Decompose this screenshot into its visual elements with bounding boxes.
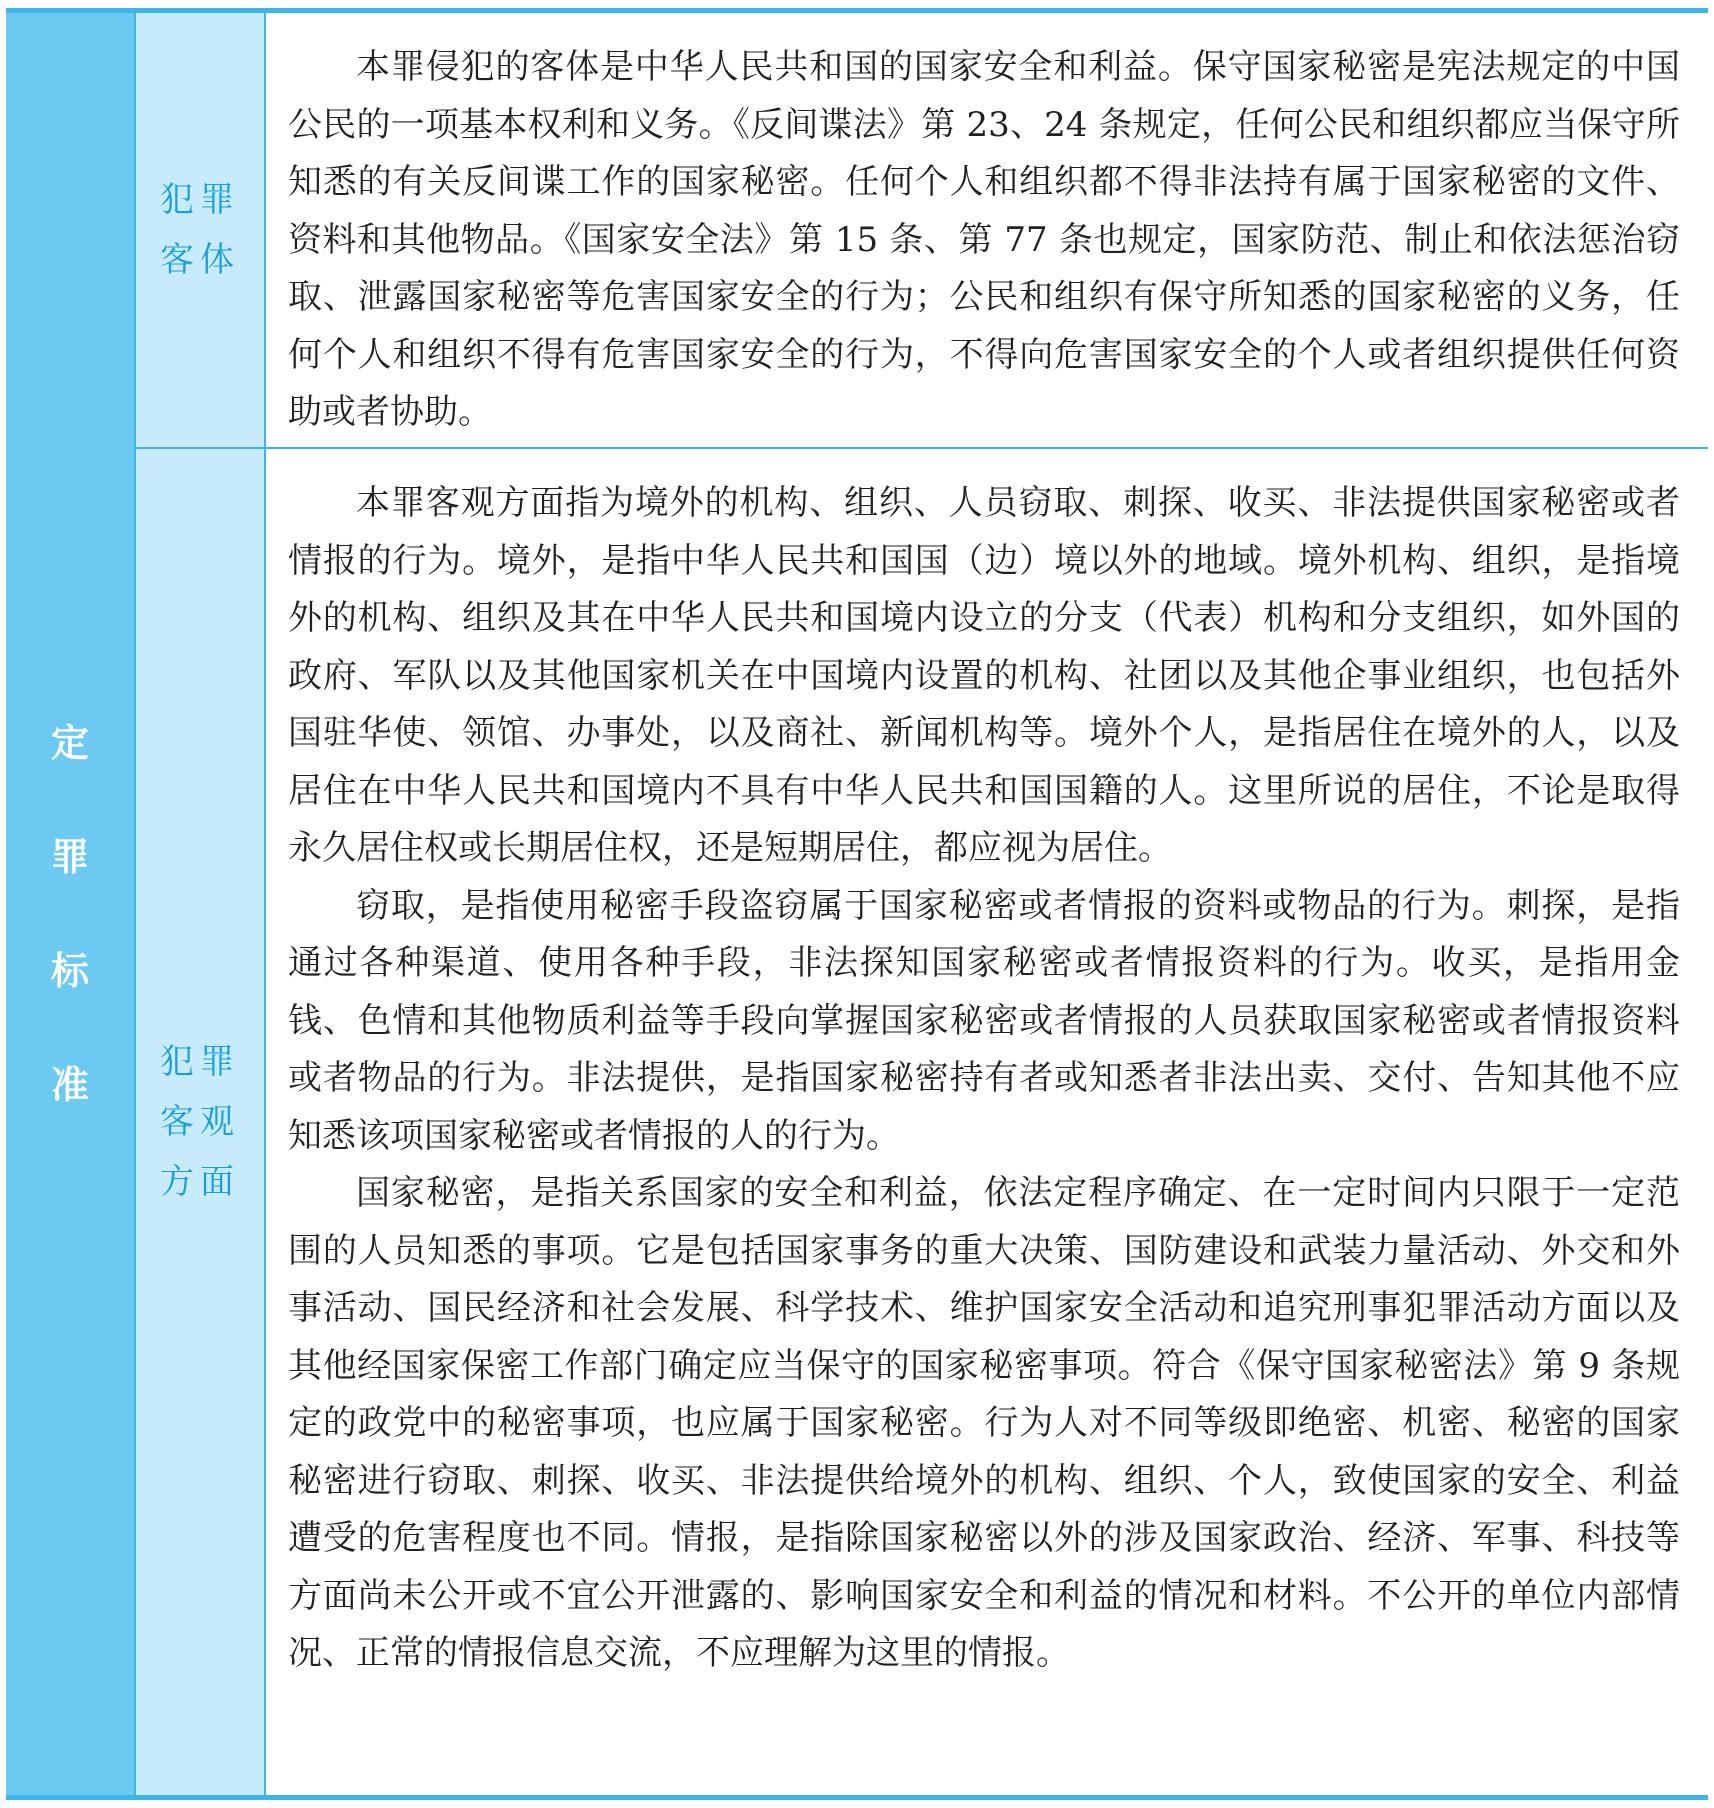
section-content xyxy=(266,449,1708,1795)
paragraph: 国家秘密，是指关系国家的安全和利益，依法定程序确定、在一定时间内只限于一定范围的人员知悉的事项。它是包括国家事务的重大决策、国防建设和武装力量活动、外交和外事活动、国民经济和社会发展、科学技术、维护国家安全活动和追究刑事犯罪活动方面以及其他经国家保密工作部门确定应当保守的国家秘密事项。符合《保守国家秘密法》第 9 条规定的政党中的秘密事项，也应属于国家秘密。行为人对不同等级即绝密、机密、秘密的国家秘密进行窃取、刺探、收买、非法提供给境外的机构、组织、个人，致使国家的安全、利益遭受的危害程度也不同。情报，是指除国家秘密以外的涉及国家政治、经济、军事、科技等方面尚未公开或不宜公开泄露的、影响国家安全和利益的情况和材料。不公开的单位内部情况、正常的情报信息交流，不应理解为这里的情报。 xyxy=(288,1173,1680,1673)
paragraph: 本罪客观方面指为境外的机构、组织、人员窃取、刺探、收买、非法提供国家秘密或者情报的行为。境外，是指中华人民共和国国（边）境以外的地域。境外机构、组织，是指境外的机构、组织及其在中华人民共和国境内设立的分支（代表）机构和分支组织，如外国的政府、军队以及其他国家机关在中国境内设置的机构、社团以及其他企事业组织，也包括外国驻华使、领馆、办事处，以及商社、新闻机构等。境外个人，是指居住在境外的人，以及居住在中华人民共和国境内不具有中华人民共和国国籍的人。这里所说的居住，不论是取得永久居住权或长期居住权，还是短期居住，都应视为居住。 xyxy=(288,483,1680,868)
section-row-crime-object xyxy=(136,13,1708,449)
main-label-char: 罪 xyxy=(50,835,89,879)
section-label-cell xyxy=(136,449,266,1795)
main-label-char: 标 xyxy=(50,949,89,993)
section-content xyxy=(266,13,1708,447)
paragraph: 窃取，是指使用秘密手段盗窃属于国家秘密或者情报的资料或物品的行为。刺探，是指通过各种渠道、使用各种手段，非法探知国家秘密或者情报资料的行为。收买，是指用金钱、色情和其他物质利益等手段向掌握国家秘密或者情报的人员获取国家秘密或者情报资料或者物品的行为。非法提供，是指国家秘密持有者或知悉者非法出卖、交付、告知其他不应知悉该项国家秘密或者情报的人的行为。 xyxy=(288,885,1680,1156)
main-category-label xyxy=(51,723,89,1105)
sections-column xyxy=(136,13,1708,1795)
section-label: 犯罪客体 xyxy=(160,180,240,280)
section-label: 犯罪客观方面 xyxy=(160,1042,240,1202)
paragraph: 本罪侵犯的客体是中华人民共和国的国家安全和利益。保守国家秘密是宪法规定的中国公民的一项基本权利和义务。《反间谍法》第 23、24 条规定，任何公民和组织都应当保守所知悉的有关反间谍工作的国家秘密。任何个人和组织都不得非法持有属于国家秘密的文件、资料和其他物品。《国家安全法》第 15 条、第 77 条也规定，国家防范、制止和依法惩治窃取、泄露国家秘密等危害国家安全的行为；公民和组织有保守所知悉的国家秘密的义务，任何个人和组织不得有危害国家安全的行为，不得向危害国家安全的个人或者组织提供任何资助或者协助。 xyxy=(288,47,1680,432)
section-label-cell xyxy=(136,13,266,447)
section-row-objective-aspect xyxy=(136,449,1708,1795)
main-label-char: 准 xyxy=(50,1063,89,1107)
criteria-table xyxy=(6,8,1708,1800)
main-label-char: 定 xyxy=(50,721,89,765)
main-category-column xyxy=(6,13,136,1795)
